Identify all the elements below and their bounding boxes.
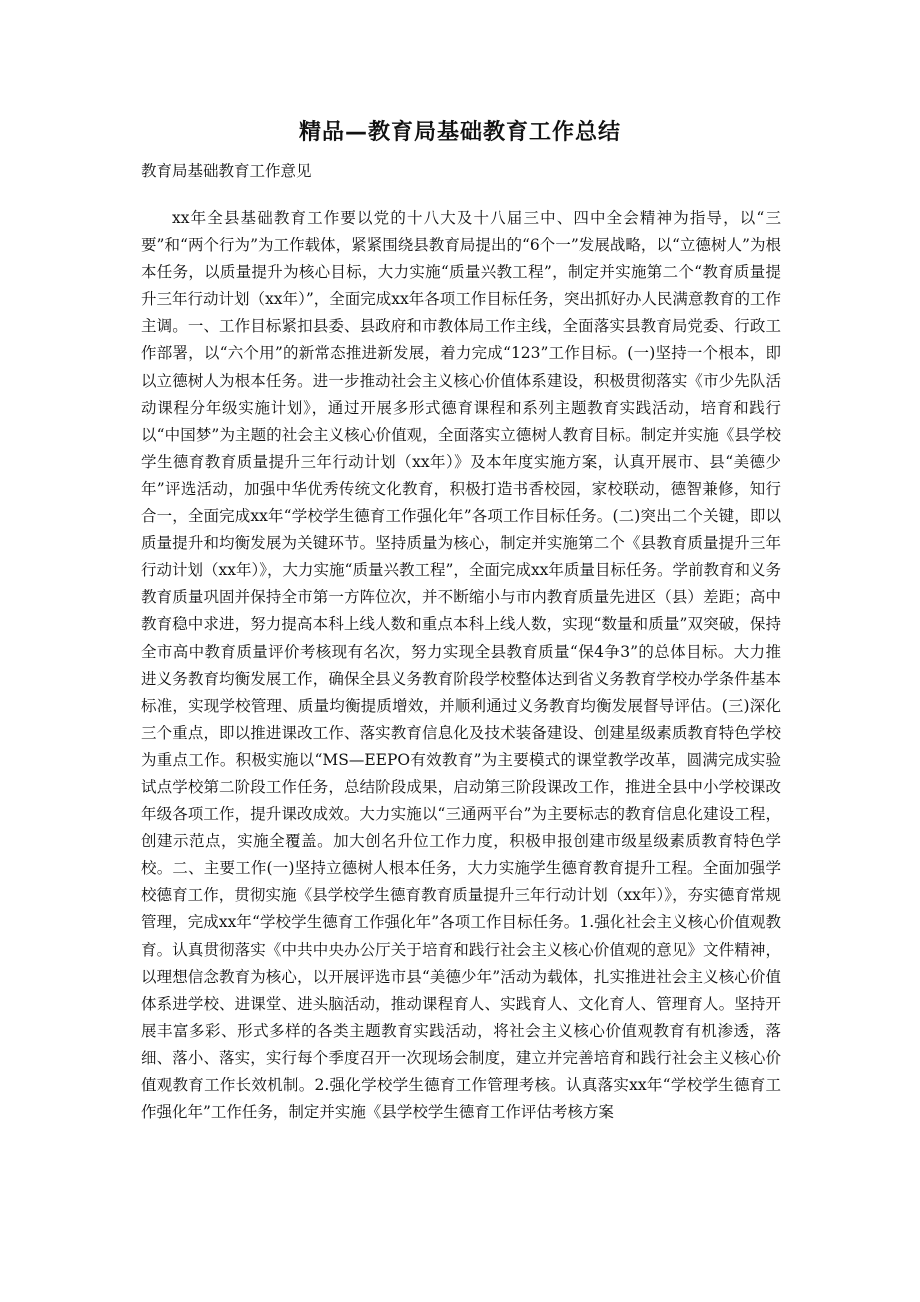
body-paragraph: xx年全县基础教育工作要以党的十八大及十八届三中、四中全会精神为指导，以“三要”和“两个行为”为工作载体，紧紧围绕县教育局提出的“6个一”发展战略，以“立德树人”为根本任务，以质量提升为核心目标，大力实施“质量兴教工程”，制定并实施第二个“教育质量提升三年行动计划（xx年）”，全面完成xx年各项工作目标任务，突出抓好办人民满意教育的工作主调。一、工作目标紧扣县委、县政府和市教体局工作主线，全面落实县教育局党委、行政工作部署，以“六个用”的新常态推进新发展，着力完成“123”工作目标。(一)坚持一个根本，即以立德树人为根本任务。进一步推动社会主义核心价值体系建设，积极贯彻落实《市少先队活动课程分年级实施计划》，通过开展多形式德育课程和系列主题教育实践活动，培育和践行以“中国梦”为主题的社会主义核心价值观，全面落实立德树人教育目标。制定并实施《县学校学生德育教育质量提升三年行动计划（xx年）》及本年度实施方案，认真开展市、县“美德少年”评选活动，加强中华优秀传统文化教育，积极打造书香校园，家校联动，德智兼修，知行合一，全面完成xx年“学校学生德育工作强化年”各项工作目标任务。(二)突出二个关键，即以质量提升和均衡发展为关键环节。坚持质量为核心，制定并实施第二个《县教育质量提升三年行动计划（xx年）》，大力实施“质量兴教工程”，全面完成xx年质量目标任务。学前教育和义务教育质量巩固并保持全市第一方阵位次，并不断缩小与市内教育质量先进区（县）差距；高中教育稳中求进，努力提高本科上线人数和重点本科上线人数，实现“数量和质量”双突破，保持全市高中教育质量评价考核现有名次，努力实现全县教育质量“保4争3”的总体目标。大力推进义务教育均衡发展工作，确保全县义务教育阶段学校整体达到省义务教育学校办学条件基本标准，实现学校管理、质量均衡提质增效，并顺利通过义务教育均衡发展督导评估。(三)深化三个重点，即以推进课改工作、落实教育信息化及技术装备建设、创建星级素质教育特色学校为重点工作。积极实施以“MS—EEPO有效教育”为主要模式的课堂教学改革，圆满完成实验试点学校第二阶段工作任务，总结阶段成果，启动第三阶段课改工作，推进全县中小学校课改年级各项工作，提升课改成效。大力实施以“三通两平台”为主要标志的教育信息化建设工程，创建示范点，实施全覆盖。加大创名升位工作力度，积极申报创建市级星级素质教育特色学校。二、主要工作(一)坚持立德树人根本任务，大力实施学生德育教育提升工程。全面加强学校德育工作，贯彻实施《县学校学生德育教育质量提升三年行动计划（xx年）》，夯实德育常规管理，完成xx年“学校学生德育工作强化年”各项工作目标任务。1.强化社会主义核心价值观教育。认真贯彻落实《中共中央办公厅关于培育和践行社会主义核心价值观的意见》文件精神，以理想信念教育为核心，以开展评选市县“美德少年”活动为载体，扎实推进社会主义核心价值体系进学校、进课堂、进头脑活动，推动课程育人、实践育人、文化育人、管理育人。坚持开展丰富多彩、形式多样的各类主题教育实践活动，将社会主义核心价值观教育有机渗透，落细、落小、落实，实行每个季度召开一次现场会制度，建立并完善培育和践行社会主义核心价值观教育工作长效机制。2.强化学校学生德育工作管理考核。认真落实xx年“学校学生德育工作强化年”工作任务，制定并实施《县学校学生德育工作评估考核方案 <box>141 209 781 1122</box>
document-subtitle: 教育局基础教育工作意见 <box>141 162 312 180</box>
page-title: 精品—教育局基础教育工作总结 <box>298 120 621 145</box>
